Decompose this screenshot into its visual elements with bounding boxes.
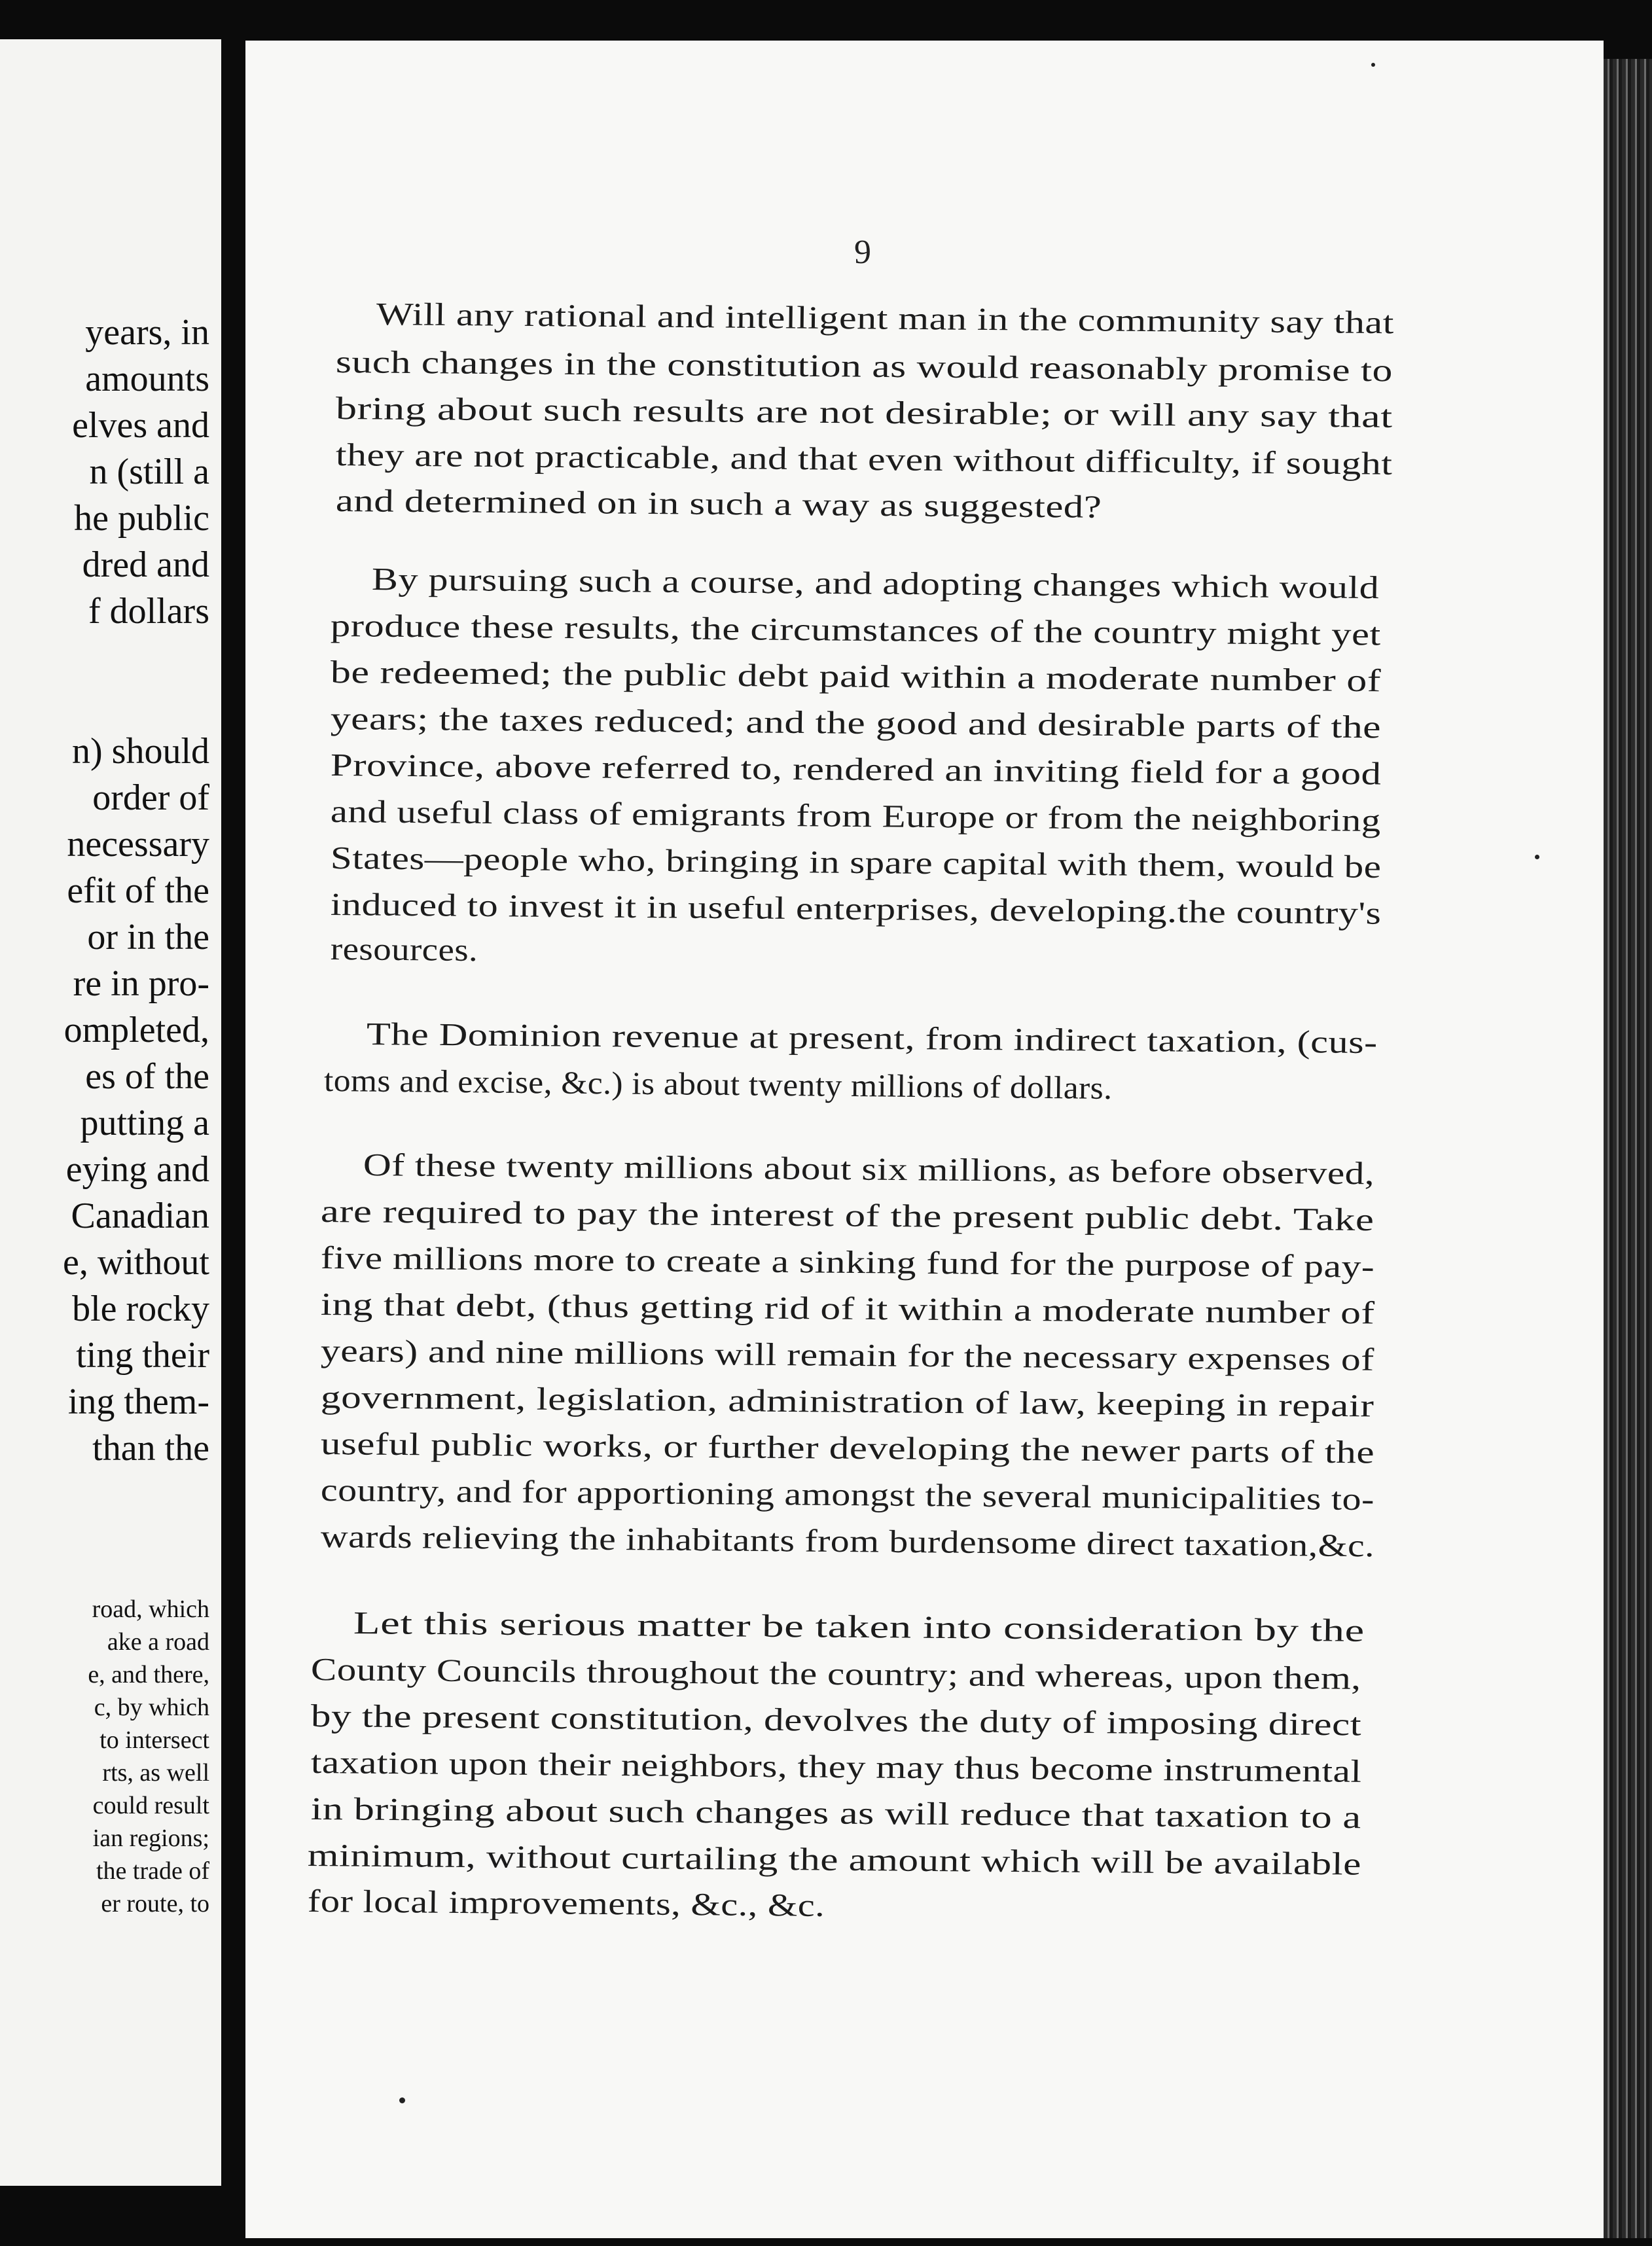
facing-line: order of	[92, 777, 209, 818]
facing-line: dred and	[82, 544, 209, 585]
text-line: Province, above referred to, rendered an inviting field for a good	[330, 747, 1382, 792]
facing-line: ing them-	[67, 1381, 209, 1422]
facing-footnote-line: ake a road	[107, 1628, 209, 1656]
text-line: in bringing about such changes as will reduce that taxation to a	[310, 1791, 1362, 1836]
facing-footnote-line: e, and there,	[88, 1661, 209, 1688]
speck	[1371, 63, 1375, 67]
facing-line: elves and	[72, 405, 209, 446]
facing-line: ting their	[76, 1335, 209, 1376]
facing-footnote-line: c, by which	[94, 1694, 209, 1721]
facing-footnote-line: rts, as well	[102, 1759, 209, 1787]
text-line: By pursuing such a course, and adopting changes which would	[371, 561, 1380, 606]
facing-footnote-line: road, which	[92, 1595, 209, 1623]
text-line: produce these results, the circumstances of the country might yet	[330, 607, 1382, 652]
text-line: years) and nine millions will remain for the necessary expenses of	[320, 1332, 1375, 1378]
facing-footnote-line: could result	[92, 1792, 209, 1819]
text-line: Of these twenty millions about six millions, as before observed,	[363, 1147, 1375, 1192]
text-line: and useful class of emigrants from Europe or from the neighboring	[330, 793, 1382, 839]
facing-footnote-line: to intersect	[99, 1726, 209, 1754]
facing-line: putting a	[80, 1103, 209, 1143]
text-line: five millions more to create a sinking fund for the purpose of pay-	[320, 1239, 1375, 1285]
text-line: toms and excise, &c.) is about twenty millions of dollars.	[323, 1062, 1113, 1106]
text-line: The Dominion revenue at present, from indirect taxation, (cus-	[366, 1016, 1378, 1061]
text-line: and determined on in such a way as suggested?	[335, 482, 1102, 525]
speck	[399, 2097, 405, 2103]
text-line: useful public works, or further developing the newer parts of the	[320, 1425, 1375, 1471]
text-line: by the present constitution, devolves the duty of imposing direct	[310, 1698, 1362, 1743]
facing-line: n) should	[72, 731, 209, 772]
facing-line: re in pro-	[73, 963, 209, 1004]
facing-line: or in the	[87, 917, 209, 957]
text-line: resources.	[330, 931, 478, 969]
text-line: County Councils throughout the country; and whereas, upon them,	[310, 1651, 1361, 1696]
facing-footnote-line: ian regions;	[92, 1825, 209, 1852]
facing-line: he public	[74, 498, 209, 539]
text-line: ing that debt, (thus getting rid of it within a moderate number of	[320, 1286, 1375, 1331]
facing-footnote-line: the trade of	[96, 1857, 209, 1885]
text-line: taxation upon their neighbors, they may thus become instrumental	[310, 1744, 1362, 1789]
text-line: are required to pay the interest of the present public debt. Take	[320, 1193, 1374, 1238]
facing-line: f dollars	[88, 591, 209, 632]
facing-line: ompleted,	[63, 1010, 209, 1050]
facing-line: efit of the	[67, 870, 209, 911]
page-edges	[1604, 59, 1652, 2238]
facing-page-fragment	[0, 39, 221, 2186]
facing-footnote-line: er route, to	[101, 1890, 209, 1917]
text-line: government, legislation, administration of law, keeping in repair	[320, 1379, 1374, 1424]
text-line: they are not practicable, and that even without difficulty, if sought	[335, 437, 1393, 482]
text-line: country, and for apportioning amongst the several municipalities to-	[320, 1472, 1375, 1518]
text-line: be redeemed; the public debt paid within a moderate number of	[330, 654, 1382, 699]
text-line: induced to invest it in useful enterprises, developing.the country's	[330, 886, 1382, 931]
facing-line: e, without	[63, 1242, 209, 1283]
text-line: years; the taxes reduced; and the good and desirable parts of the	[330, 700, 1382, 745]
text-line: Let this serious matter be taken into consideration by the	[353, 1605, 1365, 1649]
facing-line: eying and	[65, 1149, 209, 1190]
speck	[1535, 855, 1539, 859]
facing-line: es of the	[85, 1056, 209, 1097]
facing-line: n (still a	[89, 452, 209, 492]
text-line: such changes in the constitution as would reasonably promise to	[335, 344, 1393, 389]
page-number: 9	[854, 234, 871, 271]
facing-line: than the	[92, 1428, 209, 1469]
text-line: Will any rational and intelligent man in the community say that	[376, 296, 1395, 341]
facing-line: Canadian	[71, 1196, 209, 1236]
text-line: minimum, without curtailing the amount which will be available	[307, 1837, 1362, 1882]
text-line: for local improvements, &c., &c.	[307, 1883, 825, 1923]
facing-line: years, in	[85, 312, 209, 353]
text-line: States—people who, bringing in spare capital with them, would be	[330, 840, 1382, 885]
facing-line: amounts	[85, 359, 209, 399]
facing-line: ble rocky	[72, 1289, 209, 1329]
text-line: bring about such results are not desirable; or will any say that	[335, 390, 1393, 435]
text-line: wards relieving the inhabitants from burdensome direct taxation,&c.	[320, 1518, 1375, 1564]
facing-line: necessary	[67, 824, 209, 865]
